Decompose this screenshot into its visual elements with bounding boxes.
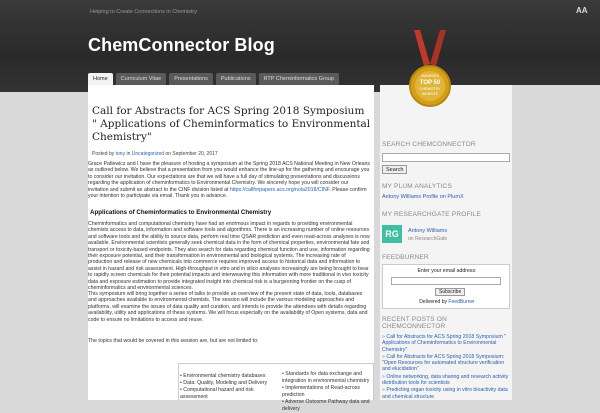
page-margin bbox=[512, 85, 600, 400]
researchgate-sub: on ResearchGate bbox=[408, 236, 448, 242]
recent-posts-heading-2: CHEMCONNECTOR bbox=[382, 323, 446, 330]
font-size-control[interactable] bbox=[576, 6, 588, 15]
para1-end: . Please confirm your intention to participate via email. Thank you in advance. bbox=[88, 186, 367, 200]
badge-line3: CHEMISTRY bbox=[419, 87, 441, 91]
badge-line1: AWARDED bbox=[420, 74, 440, 78]
researchgate-heading: MY RESEARCHGATE PROFILE bbox=[382, 211, 481, 218]
post-meta bbox=[92, 151, 218, 157]
feedburner-link[interactable]: FeedBurner bbox=[448, 299, 475, 305]
researchgate-logo-icon[interactable]: RG bbox=[382, 225, 402, 243]
email-label: Enter your email address: bbox=[417, 268, 477, 274]
topic-item: • Environmental chemistry databases bbox=[180, 373, 272, 380]
delivered-by-text: Delivered by bbox=[419, 299, 447, 305]
recent-post-link[interactable]: » Online networking, data sharing and research activity distribution tools for scientists bbox=[382, 374, 510, 387]
post-paragraph-4: The topics that would be covered in this session are, but are not limited to: bbox=[88, 338, 259, 344]
nav-tab-curriculum-vitae[interactable]: Curriculum Vitae bbox=[116, 73, 167, 85]
post-heading: Applications of Cheminformatics to Environmental Chemistry bbox=[90, 209, 272, 216]
badge-line4: WEBSITE bbox=[421, 92, 439, 96]
meta-in: in bbox=[126, 151, 131, 157]
recent-post-link[interactable]: » Call for Abstracts for ACS Spring 2018 Symposium " Applications of Cheminformatics to Environmental Chemistry" bbox=[382, 334, 510, 353]
email-input[interactable] bbox=[391, 277, 501, 285]
nav-tab-publications[interactable]: Publications bbox=[216, 73, 256, 85]
site-tagline: Helping to Create Connections in Chemistry bbox=[90, 9, 197, 15]
post-paragraph-1 bbox=[88, 161, 370, 199]
nav-tab-presentations[interactable]: Presentations bbox=[169, 73, 213, 85]
search-button[interactable]: Search bbox=[382, 165, 407, 174]
topic-item: • Adverse Outcome Pathway data and delivery bbox=[282, 399, 374, 413]
recent-post-link[interactable]: » Predicting organ toxicity using in vitro bioactivity data and chemical structure bbox=[382, 387, 510, 400]
meta-date: on September 20, 2017 bbox=[165, 151, 218, 157]
plum-heading: MY PLUM ANALYTICS bbox=[382, 183, 452, 190]
nav-tab-rtp-group[interactable]: RTP Cheminformatics Group bbox=[259, 73, 339, 85]
award-medal-icon[interactable] bbox=[408, 30, 452, 118]
topics-left-list bbox=[180, 373, 272, 401]
search-heading: SEARCH CHEMCONNECTOR bbox=[382, 141, 476, 148]
topic-item: • Data: Quality, Modeling and Delivery bbox=[180, 380, 272, 387]
meta-posted-by: Posted by bbox=[92, 151, 115, 157]
topics-right-list bbox=[282, 371, 374, 413]
post-title[interactable]: Call for Abstracts for ACS Spring 2018 Symposium " Applications of Cheminformatics to Environmental Chemistry" bbox=[92, 105, 371, 143]
topic-item: • Standards for data exchange and integration in environmental chemistry bbox=[282, 371, 374, 385]
recent-post-link[interactable]: » Call for Abstracts for ACS Spring 2018 Symposium: "Open Resources for automated structure verification and elucidation" bbox=[382, 354, 510, 373]
badge-line2: TOP 50 bbox=[419, 80, 441, 86]
topic-item: • Computational hazard and risk assessment bbox=[180, 387, 272, 401]
nav-tab-home[interactable]: Home bbox=[88, 73, 113, 85]
researchgate-name-link[interactable]: Antony Williams bbox=[408, 228, 448, 234]
para1-text: Grace Patlewicz and I have the pleasure of hosting a symposium at the Spring 2018 ACS National Meeting in New Orleans as outlined below. We believe that a presentation from you would enhance the line-up for the gathering and encourage you to consider our invitation. Our expectations are that we will have a full day of stimulating presentations and discussions regarding the application of cheminformatics to Environmental Chemistry. We sincerely hope you will consider our invitation and submit an abstract to the CINF division listed at bbox=[88, 161, 371, 193]
recent-posts-heading-1: RECENT POSTS ON bbox=[382, 316, 448, 323]
topic-item: • Implementations of Read-across prediction bbox=[282, 385, 374, 399]
category-link[interactable]: Uncategorized bbox=[131, 151, 165, 157]
cinf-link[interactable]: https://callforpapers.acs.org/nola2018/CINF bbox=[229, 186, 330, 193]
font-size-label[interactable]: AA bbox=[576, 6, 588, 15]
search-input[interactable] bbox=[382, 153, 510, 162]
feedburner-heading: FEEDBURNER bbox=[382, 254, 429, 261]
subscribe-button[interactable]: Subscribe bbox=[435, 288, 465, 296]
author-link[interactable]: tony bbox=[115, 151, 126, 157]
blog-title[interactable]: ChemConnector Blog bbox=[88, 35, 275, 55]
main-nav bbox=[88, 73, 342, 85]
post-paragraph-2: Cheminformatics and computational chemistry have had an enormous impact in regards to providing environmental chemists access to data, information and software tools and algorithms. There is an increasing number of online resources and software tools and the ability to source data, perform real time QSAR prediction and even read-across analyses is now available. Environmental scientists generally seek chemical data in the form of chemical properties, environmental fate and transport or toxicity-based endpoints. They also search for data regarding chemical function and use, information regarding their exposure potential, and their transformation in environmental and biological systems. The increasing rate of production and release of new chemicals into commerce requires improved access to historical data and information to assist in hazard and risk assessment. High-throughput in vitro and in silico analyses increasingly are being brought to bear to rapidly screen chemicals for their potential impacts and interweaving this information with more traditional in vivo toxicity data and exposure estimation to provide integrated insight into chemical risk is a burgeoning frontier on the cusp of cheminformatics and environmental sciences. bbox=[88, 221, 370, 292]
feedburner-box bbox=[382, 264, 510, 309]
plum-profile-link[interactable]: Antony Williams Profile on PlumX bbox=[382, 194, 464, 200]
delivered-by bbox=[383, 299, 511, 305]
recent-posts-list bbox=[382, 334, 510, 401]
post-paragraph-3: This symposium will bring together a series of talks to provide an overview of the present state of data, tools, databases and approaches available to environmental chemists. The session will include the various modeling approaches and platforms, will examine the issues of data quality and curation, and intends to provide the attendees with details regarding availability, utility and applications of these systems. We will focus especially on the availability of Open systems, data and code to ensure no limitations to access and reuse. bbox=[88, 291, 368, 323]
